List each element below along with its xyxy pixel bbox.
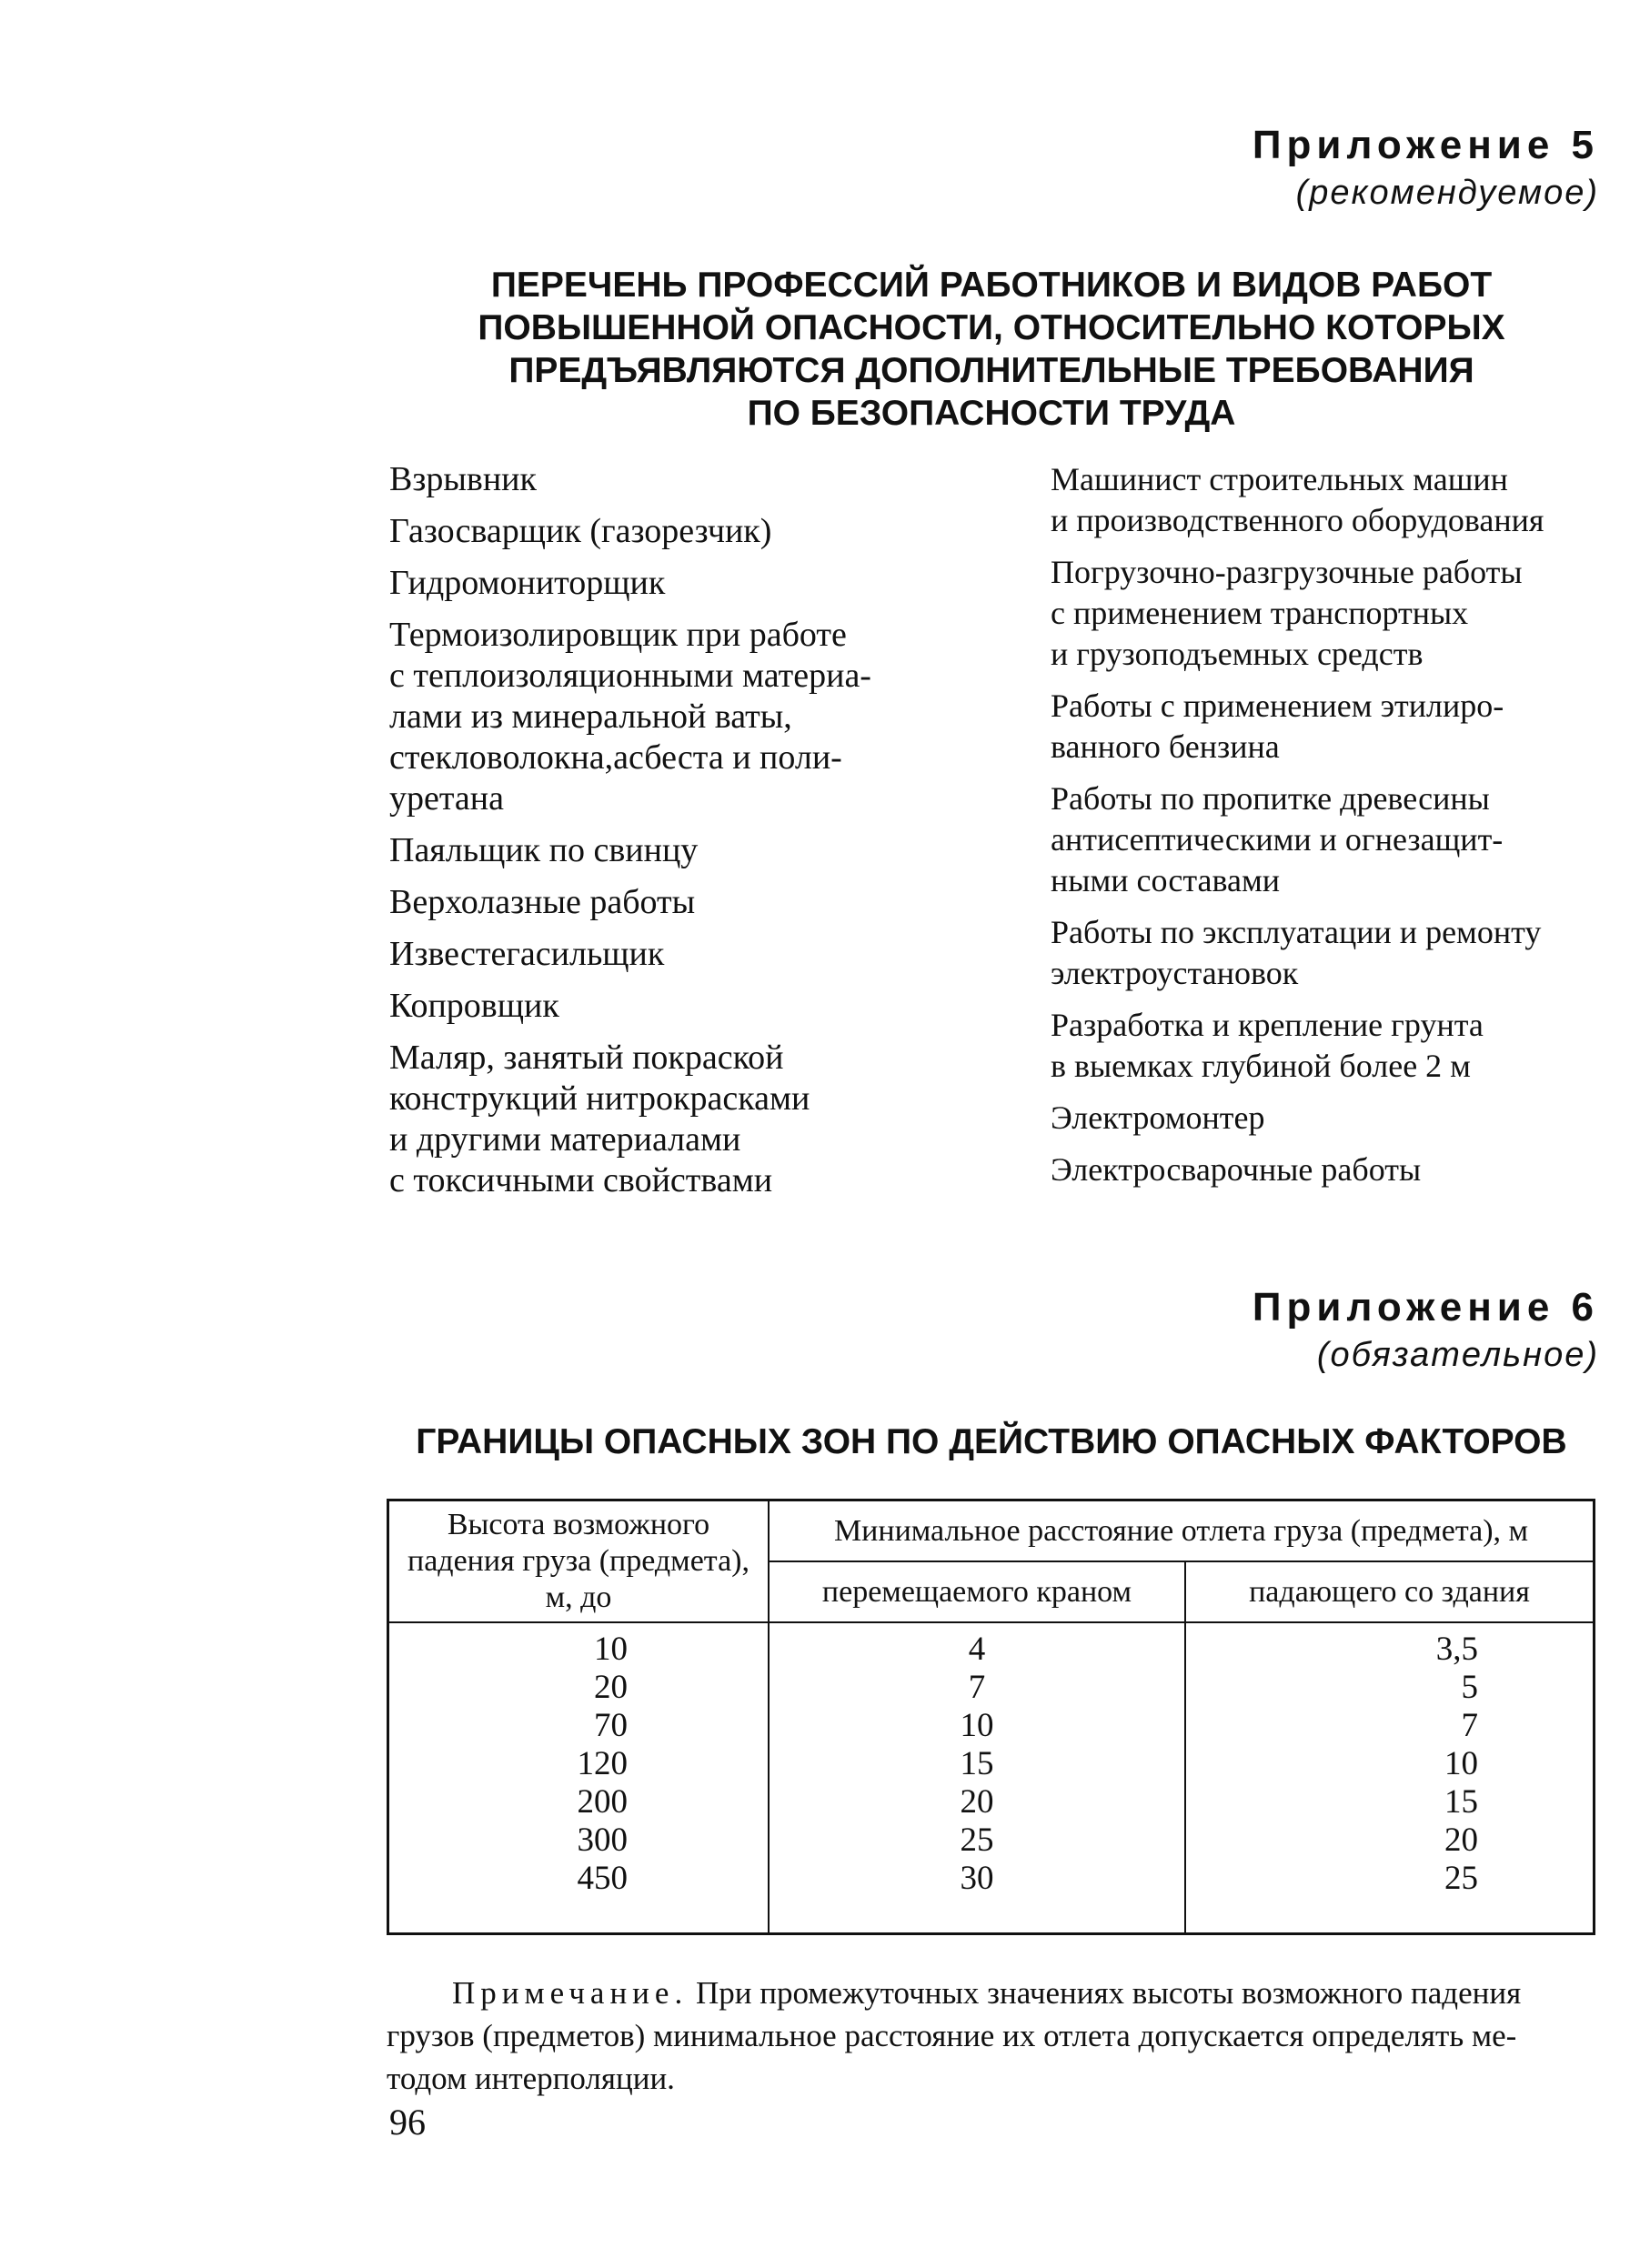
list-item-line: с токсичными свойствами [389, 1161, 773, 1199]
table-cell: 5 [1461, 1669, 1478, 1706]
list-item [1051, 912, 1605, 994]
professions-list-right [1051, 459, 1605, 1201]
list-item-line: Работы с применением этилиро- [1051, 687, 1504, 724]
table-cell: 30 [960, 1860, 994, 1897]
note-text-line2: грузов (предметов) минимальное расстояние их отлета допускается определять ме- [387, 2018, 1517, 2053]
list-item-line: и другими материалами [389, 1120, 741, 1159]
list-item-line: Термоизолировщик при работе [389, 616, 847, 654]
height-values-cell [388, 1622, 770, 1934]
list-item [389, 934, 971, 975]
table-cell: 3,5 [1435, 1631, 1478, 1668]
appendix-6-status: (обязательное) [1316, 1336, 1599, 1374]
table-cell: 450 [577, 1860, 628, 1897]
list-item-line: лами из минеральной ваты, [389, 697, 792, 736]
list-item-line: ванного бензина [1051, 728, 1280, 765]
list-item-line: Известегасильщик [389, 935, 665, 973]
table-cell: 15 [960, 1745, 994, 1782]
list-item-line: с применением транспортных [1051, 595, 1469, 631]
list-item-line: стекловолокна,асбеста и поли- [389, 738, 842, 777]
table-cell: 70 [594, 1707, 628, 1744]
col-building-header: падающего со здания [1185, 1561, 1595, 1622]
list-item-line: Взрывник [389, 460, 537, 498]
list-item-line: с теплоизоляционными материа- [389, 657, 871, 695]
appendix-5-heading [387, 264, 1596, 435]
danger-zones-table [387, 1499, 1595, 1935]
list-item [1051, 552, 1605, 675]
list-item-line: в выемках глубиной более 2 м [1051, 1048, 1471, 1084]
heading-line: ПО БЕЗОПАСНОСТИ ТРУДА [747, 394, 1236, 433]
table-cell: 25 [1444, 1860, 1478, 1897]
table-cell: 10 [960, 1707, 994, 1744]
list-item-line: Разработка и крепление грунта [1051, 1007, 1484, 1043]
heading-line: ПОВЫШЕННОЙ ОПАСНОСТИ, ОТНОСИТЕЛЬНО КОТОРЫХ [478, 308, 1505, 347]
table-cell: 200 [577, 1783, 628, 1821]
table-cell: 20 [960, 1783, 994, 1821]
list-item [389, 830, 971, 871]
list-item-line: электроустановок [1051, 955, 1299, 991]
table-cell: 10 [594, 1631, 628, 1668]
list-item-line: Верхолазные работы [389, 883, 696, 921]
appendix-6-title: Приложение 6 [1252, 1285, 1599, 1330]
heading-line: ПЕРЕЧЕНЬ ПРОФЕССИЙ РАБОТНИКОВ И ВИДОВ РАБОТ [490, 266, 1493, 305]
list-item [389, 459, 971, 500]
table-cell: 20 [1444, 1821, 1478, 1859]
list-item-line: Копровщик [389, 987, 559, 1025]
table-cell: 4 [968, 1631, 986, 1668]
list-item-line: Паяльщик по свинцу [389, 831, 699, 869]
building-values-cell [1185, 1622, 1595, 1934]
table-cell: 7 [1461, 1707, 1478, 1744]
page-number: 96 [389, 2102, 426, 2143]
list-item-line: Электросварочные работы [1051, 1151, 1422, 1188]
list-item-line: Маляр, занятый покраской [389, 1039, 784, 1077]
appendix-5-status: (рекомендуемое) [1295, 174, 1599, 212]
col-height-header: Высота возможного падения груза (предмета), м, до [388, 1500, 770, 1623]
appendix-5-label [1253, 120, 1599, 215]
table-cell: 25 [960, 1821, 994, 1859]
table-cell: 10 [1444, 1745, 1478, 1782]
list-item [1051, 1098, 1605, 1139]
crane-values-cell [769, 1622, 1185, 1934]
professions-list-left [389, 459, 971, 1212]
list-item [1051, 1005, 1605, 1087]
col-distance-group-header: Минимальное расстояние отлета груза (предмета), м [769, 1500, 1595, 1562]
list-item-line: ными составами [1051, 862, 1281, 898]
list-item-line: Работы по эксплуатации и ремонту [1051, 914, 1542, 950]
list-item [389, 986, 971, 1027]
appendix-6-heading: ГРАНИЦЫ ОПАСНЫХ ЗОН ПО ДЕЙСТВИЮ ОПАСНЫХ ФАКТОРОВ [416, 1422, 1567, 1461]
table-cell: 120 [577, 1745, 628, 1782]
list-item-line: Погрузочно-разгрузочные работы [1051, 554, 1523, 590]
list-item [389, 615, 971, 819]
list-item-line: уретана [389, 779, 505, 818]
list-item-line: Газосварщик (газорезчик) [389, 512, 772, 550]
table-body-row [388, 1622, 1595, 1934]
list-item [1051, 459, 1605, 541]
list-item-line: Машинист строительных машин [1051, 461, 1508, 497]
list-item [1051, 686, 1605, 768]
list-item-line: конструкций нитрокрасками [389, 1079, 810, 1118]
table-cell: 7 [968, 1669, 986, 1706]
list-item [389, 511, 971, 552]
table-cell: 300 [577, 1821, 628, 1859]
heading-line: ПРЕДЪЯВЛЯЮТСЯ ДОПОЛНИТЕЛЬНЫЕ ТРЕБОВАНИЯ [508, 351, 1474, 390]
note-text-line3: тодом интерполяции. [387, 2061, 675, 2096]
list-item [1051, 778, 1605, 901]
table-cell: 20 [594, 1669, 628, 1706]
col-crane-header: перемещаемого краном [769, 1561, 1185, 1622]
list-item [389, 563, 971, 604]
appendix-6-label [1253, 1282, 1599, 1377]
list-item-line: антисептическими и огнезащит- [1051, 821, 1504, 858]
list-item-line: и производственного оборудования [1051, 502, 1544, 538]
list-item [1051, 1149, 1605, 1190]
appendix-5-title: Приложение 5 [1252, 123, 1599, 167]
table-cell: 15 [1444, 1783, 1478, 1821]
list-item-line: и грузоподъемных средств [1051, 636, 1424, 672]
list-item-line: Гидромониторщик [389, 564, 666, 602]
note-label: Примечание. [452, 1975, 689, 2011]
list-item [389, 1038, 971, 1201]
list-item [389, 882, 971, 923]
table-note [387, 1972, 1596, 2100]
note-text-line1: При промежуточных значениях высоты возможного падения [695, 1975, 1522, 2011]
list-item-line: Работы по пропитке древесины [1051, 780, 1490, 817]
list-item-line: Электромонтер [1051, 1099, 1265, 1136]
